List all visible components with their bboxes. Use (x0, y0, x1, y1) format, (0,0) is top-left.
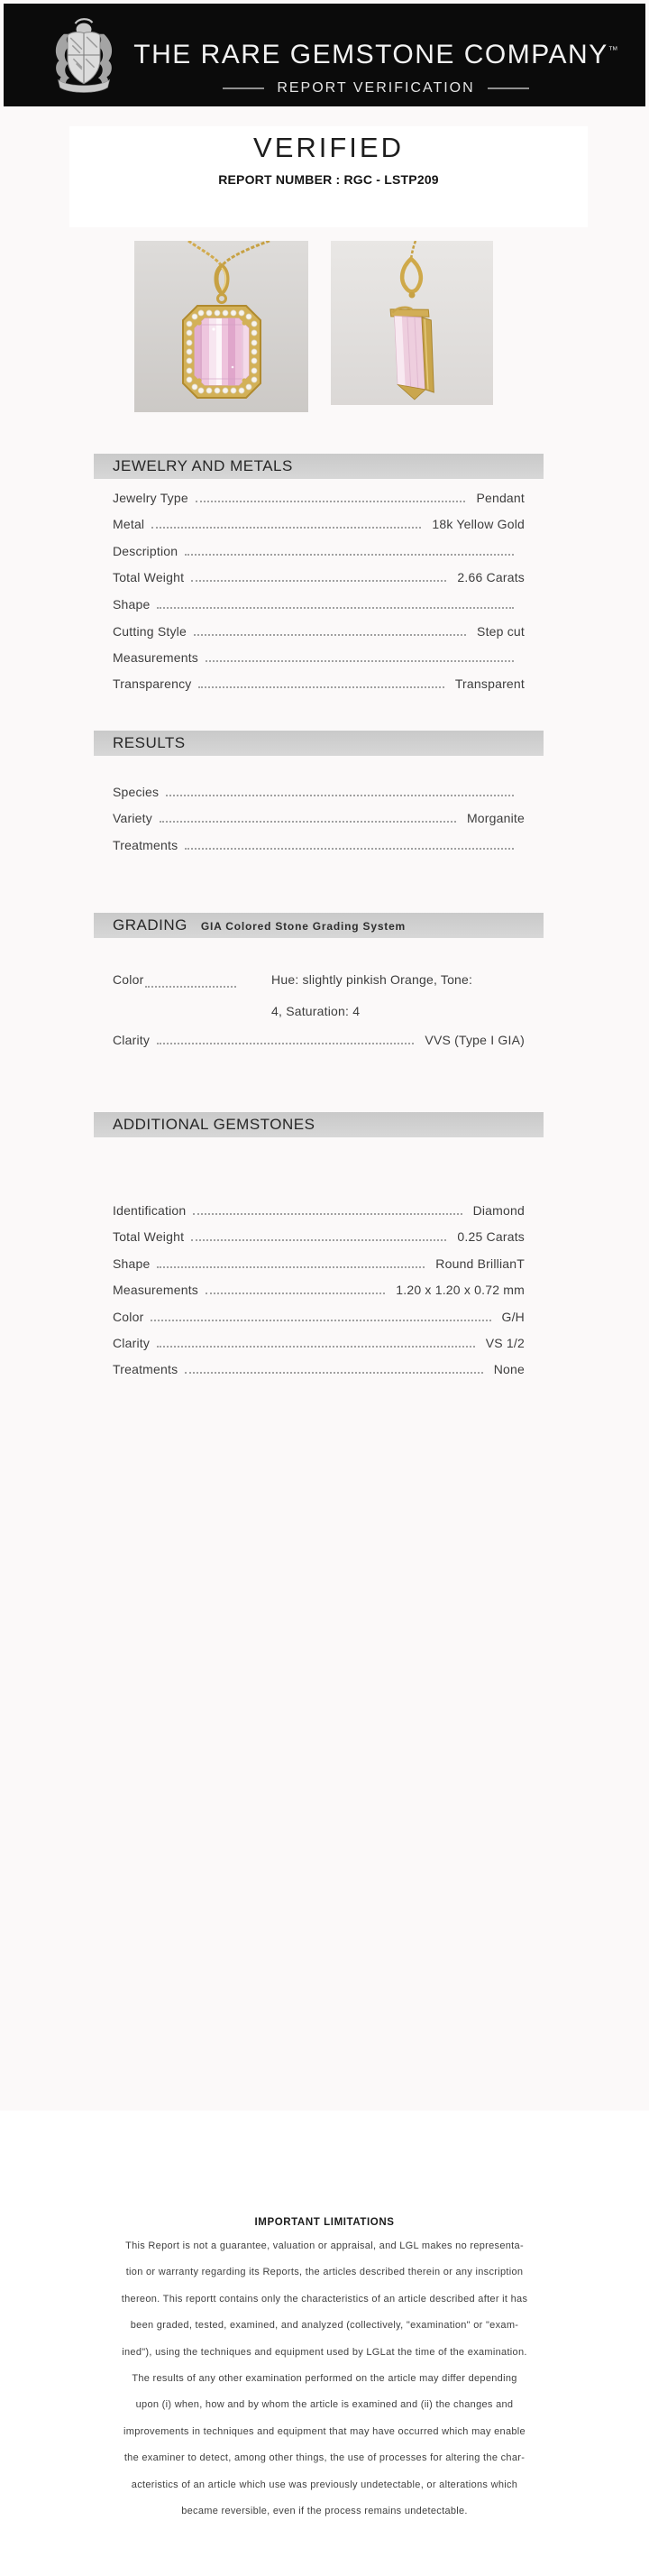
dotted-leader (157, 607, 514, 609)
spec-row-jewelry-type (113, 489, 525, 507)
spec-value: 1.20 x 1.20 x 0.72 mm (396, 1283, 525, 1297)
spec-label: Variety (113, 811, 152, 825)
limitations-line: became reversible, even if the process remains undetectable. (181, 2506, 468, 2517)
spec-label: Color (113, 972, 144, 987)
trademark-symbol: ™ (608, 45, 618, 56)
dotted-leader (185, 848, 514, 850)
spec-row-metal (113, 515, 525, 533)
spec-row-cutting-style (113, 622, 525, 640)
spec-label: Total Weight (113, 570, 185, 584)
section-header-results (94, 731, 544, 756)
dotted-leader (145, 986, 236, 988)
company-crest-icon (50, 15, 117, 95)
dotted-leader (151, 527, 421, 529)
section-header-jewelry-and-metals (94, 454, 544, 479)
limitations-line: ined"), using the techniques and equipment used by LGLat the time of the examination. (122, 2346, 527, 2358)
spec-value: None (493, 1362, 525, 1376)
spec-value: 2.66 Carats (457, 570, 525, 584)
limitations-line: The results of any other examination performed on the article may differ depending (132, 2373, 517, 2385)
limitations-paragraph (90, 2233, 559, 2525)
spec-label: Shape (113, 1256, 151, 1271)
spec-row-shape (113, 595, 525, 613)
dotted-leader (196, 501, 466, 502)
important-limitations-heading: IMPORTANT LIMITATIONS (254, 2217, 395, 2228)
dotted-leader (185, 554, 514, 556)
dotted-leader (193, 1213, 462, 1215)
spec-value: Round BrillianT (435, 1256, 525, 1271)
dotted-leader (194, 634, 466, 636)
spec-label: Treatments (113, 1362, 178, 1376)
spec-value: Morganite (466, 811, 525, 825)
dotted-leader (157, 1043, 414, 1044)
spec-label: Species (113, 785, 160, 799)
dotted-leader (166, 795, 514, 796)
dotted-leader (191, 1239, 446, 1241)
spec-row-transparency (113, 675, 525, 693)
spec-label: Jewelry Type (113, 491, 188, 505)
spec-row-gem-total-weight (113, 1228, 525, 1246)
spec-value: G/H (501, 1310, 525, 1324)
spec-label: Metal (113, 517, 145, 531)
spec-label: Cutting Style (113, 624, 187, 639)
pendant-front-photo (134, 241, 308, 412)
spec-value: 18k Yellow Gold (432, 517, 525, 531)
spec-label: Total Weight (113, 1229, 185, 1244)
dotted-leader (157, 1266, 425, 1268)
spec-row-color-grading (113, 964, 525, 1027)
spec-label: Transparency (113, 676, 192, 691)
right-dash-ornament (488, 87, 529, 89)
report-number: REPORT NUMBER : RGC - LSTP209 (218, 172, 439, 187)
spec-value: VVS (Type I GIA) (425, 1033, 525, 1047)
spec-row-total-weight (113, 568, 525, 586)
limitations-line: acteristics of an article which use was previously undetectable, or alterations which (131, 2479, 518, 2490)
spec-row-gem-color (113, 1308, 525, 1326)
section-title: RESULTS (113, 734, 186, 751)
section-title: ADDITIONAL GEMSTONES (113, 1116, 315, 1133)
spec-label: Treatments (113, 838, 178, 852)
dotted-leader (206, 660, 514, 662)
pendant-front-illustration (134, 241, 308, 412)
spec-label: Description (113, 544, 178, 558)
dotted-leader (157, 1346, 475, 1348)
dotted-leader (185, 1372, 482, 1374)
spec-row-gem-treatments (113, 1360, 525, 1378)
spec-row-treatments (113, 836, 525, 854)
spec-label: Clarity (113, 1336, 151, 1350)
pendant-side-illustration (331, 241, 493, 405)
brand-name: THE RARE GEMSTONE COMPANY (133, 40, 608, 69)
limitations-line: This Report is not a guarantee, valuation or appraisal, and LGL makes no representa- (125, 2240, 524, 2251)
pendant-side-photo (331, 241, 493, 405)
brand-title (121, 40, 631, 70)
verified-status: VERIFIED (253, 132, 404, 163)
dotted-leader (198, 686, 443, 688)
limitations-line: improvements in techniques and equipment that may have occurred which may enable (123, 2425, 526, 2437)
spec-row-measurements (113, 649, 525, 667)
spec-value: 0.25 Carats (457, 1229, 525, 1244)
spec-label: Identification (113, 1203, 187, 1218)
spec-label: Shape (113, 597, 151, 612)
color-value-line: 4, Saturation: 4 (271, 1004, 361, 1018)
dotted-leader (206, 1293, 385, 1294)
section-header-additional-gemstones (94, 1112, 544, 1137)
limitations-line: the examiner to detect, among other things, the use of processes for altering the char- (123, 2452, 526, 2464)
dotted-leader (160, 821, 456, 823)
header-subtitle-row (121, 80, 631, 97)
left-dash-ornament (223, 87, 264, 89)
limitations-line: upon (i) when, how and by whom the article is examined and (ii) the changes and (135, 2399, 514, 2411)
limitations-line: thereon. This reportt contains only the characteristics of an article described after it has (121, 2293, 528, 2305)
spec-row-gem-measurements (113, 1281, 525, 1299)
spec-value-multiline (271, 964, 525, 1027)
spec-row-clarity-grading (113, 1031, 525, 1049)
spec-value: Diamond (472, 1203, 525, 1218)
spec-label: Measurements (113, 1283, 198, 1297)
header (4, 4, 645, 106)
header-text (121, 40, 631, 97)
spec-label: Color (113, 1310, 144, 1324)
spec-label: Clarity (113, 1033, 151, 1047)
spec-row-gem-clarity (113, 1334, 525, 1352)
limitations-line: tion or warranty regarding its Reports, the articles described therein or any inscription (125, 2267, 524, 2278)
verification-panel (69, 126, 588, 227)
section-title: JEWELRY AND METALS (113, 457, 293, 474)
limitations-line: been graded, tested, examined, and analyzed (collectively, "examination" or "exam- (130, 2320, 519, 2332)
spec-value: Step cut (477, 624, 525, 639)
spec-value: Transparent (454, 676, 525, 691)
spec-row-gem-shape (113, 1255, 525, 1273)
section-header-grading (94, 913, 544, 938)
dotted-leader (151, 1320, 490, 1321)
report-verification-label: REPORT VERIFICATION (277, 80, 475, 96)
spec-row-species (113, 783, 525, 801)
color-value-line: Hue: slightly pinkish Orange, Tone: (271, 972, 473, 987)
spec-row-identification (113, 1201, 525, 1219)
spec-row-description (113, 542, 525, 560)
dotted-leader (191, 580, 446, 582)
spec-row-variety (113, 809, 525, 827)
section-title: GRADING (113, 916, 187, 934)
section-subtitle: GIA Colored Stone Grading System (200, 920, 407, 933)
spec-label: Measurements (113, 650, 198, 665)
spec-value: VS 1/2 (485, 1336, 525, 1350)
spec-value: Pendant (476, 491, 525, 505)
